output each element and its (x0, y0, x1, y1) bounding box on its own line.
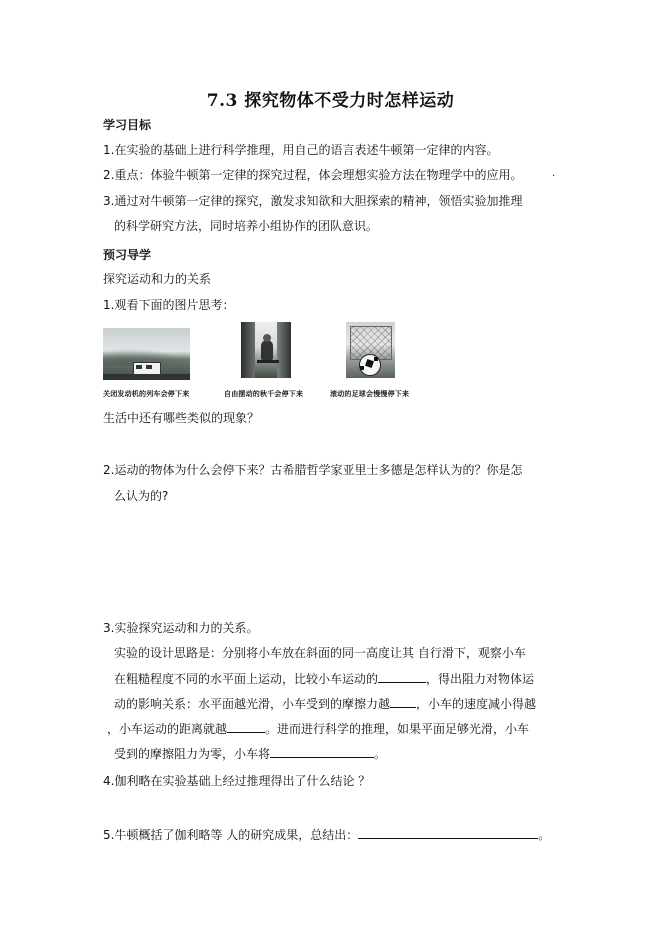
caption-football: 滚动的足球会慢慢停下来 (330, 390, 410, 398)
q3-l4-text-a: ，小车运动的距离就越 (107, 722, 228, 736)
question-3-line4 (107, 720, 529, 737)
q3-l3-text-a: 动的影响关系：水平面越光滑，小车受到的摩擦力越 (114, 697, 391, 711)
question-3-line5 (114, 745, 386, 762)
question-2-line1: 2.运动的物体为什么会停下来？古希腊哲学家亚里士多德是怎样认为的？你是怎 (103, 463, 523, 477)
goal-1: 1.在实验的基础上进行科学推理，用自己的语言表述牛顿第一定律的内容。 (103, 143, 499, 157)
swing-photo (241, 322, 291, 378)
goal-3-cont: 的科学研究方法，同时培养小组协作的团队意识。 (114, 219, 379, 233)
preview-heading: 预习导学 (103, 248, 152, 262)
q3-l3-text-b: ，小车的速度减小得越 (416, 697, 537, 711)
football-photo (346, 322, 395, 378)
caption-swing: 自由摆动的秋千会停下来 (224, 390, 304, 398)
blank-newton-law[interactable] (358, 826, 538, 839)
q5-text-b: 。 (538, 828, 551, 842)
question-2-line2: 么认为的? (114, 489, 169, 503)
q3-l4-text-b: 。进而进行科学的推理，如果平面足够光滑，小车 (265, 722, 530, 736)
question-3-line1: 实验的设计思路是：分别将小车放在斜面的同一高度让其 自行滑下，观察小车 (114, 646, 526, 660)
goals-heading: 学习目标 (103, 118, 152, 132)
q3-l2-text-a: 在粗糙程度不同的水平面上运动，比较小车运动的 (114, 672, 379, 686)
train-photo (103, 328, 190, 380)
question-5 (103, 826, 550, 843)
question-4: 4.伽利略在实验基础上经过推理得出了什么结论 ？ (103, 774, 371, 788)
question-3-line3 (114, 695, 536, 712)
page-title: 7.3 探究物体不受力时怎样运动 (206, 91, 455, 111)
question-3: 3.实验探究运动和力的关系。 (103, 621, 259, 635)
q3-l5-text-a: 受到的摩擦阻力为零，小车将 (114, 747, 271, 761)
blank-friction[interactable] (390, 695, 416, 708)
q3-l5-text-b: 。 (374, 747, 387, 761)
q5-text-a: 5.牛顿概括了伽利略等 人的研究成果，总结出： (103, 828, 359, 842)
blank-comparison[interactable] (378, 670, 426, 683)
caption-train: 关闭发动机的列车会停下来 (103, 390, 190, 398)
preview-topic: 探究运动和力的关系 (103, 272, 212, 286)
question-3-line2 (114, 670, 534, 687)
stray-mark: . (552, 168, 556, 179)
blank-distance[interactable] (227, 720, 265, 733)
question-1: 1.观看下面的图片思考： (103, 298, 235, 312)
q3-l2-text-b: ，得出阻力对物体运 (426, 672, 535, 686)
goal-3: 3.通过对牛顿第一定律的探究，激发求知欲和大胆探索的精神，领悟实验加推理 (103, 194, 523, 208)
question-1-follow: 生活中还有哪些类似的现象？ (103, 411, 260, 425)
blank-motion[interactable] (270, 745, 374, 758)
goal-2: 2.重点：体验牛顿第一定律的探究过程，体会理想实验方法在物理学中的应用。 (103, 168, 523, 182)
